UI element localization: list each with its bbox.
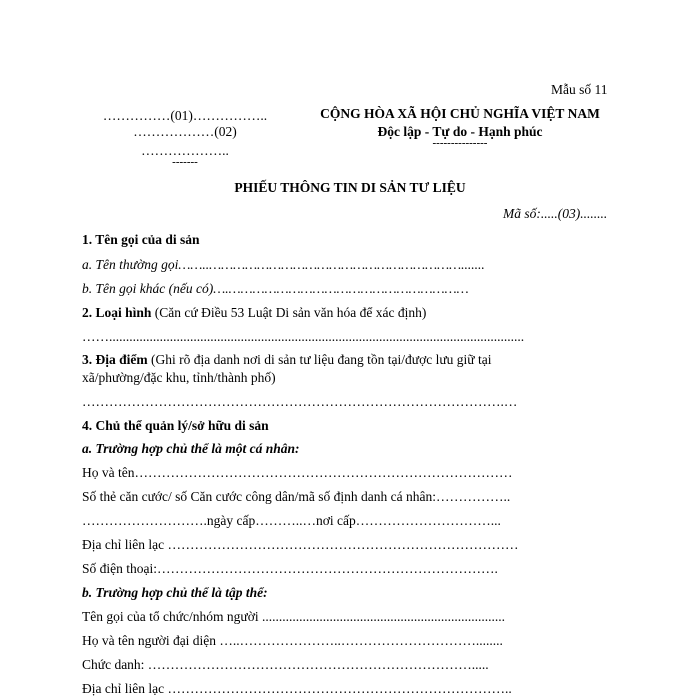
collective-address-field: Địa chỉ liên lạc ………………………………………………………………….. bbox=[82, 681, 512, 696]
other-name-field: b. Tên gọi khác (nếu có)….…………………………………………………… bbox=[82, 281, 469, 296]
national-title: CỘNG HÒA XÃ HỘI CHỦ NGHĨA VIỆT NAM bbox=[320, 106, 600, 121]
issue-date-place-field: ……………………….ngày cấp………..…nơi cấp…………………………... bbox=[82, 513, 501, 528]
common-name-field: a. Tên thường gọi……..………………………………………………………....... bbox=[82, 257, 485, 272]
representative-name-field: Họ và tên người đại diện …..…………………..…………………………........ bbox=[82, 633, 503, 648]
agency-rule: ------- bbox=[172, 156, 198, 168]
phone-field: Số điện thoại:…………………………………………………………………. bbox=[82, 561, 498, 576]
section-1-title: 1. Tên gọi của di sản bbox=[82, 232, 200, 247]
section-2-title: 2. Loại hình bbox=[82, 305, 152, 320]
section-3-title: 3. Địa điểm bbox=[82, 352, 148, 367]
collective-case-heading: b. Trường hợp chủ thể là tập thể: bbox=[82, 585, 268, 600]
type-field: ……........................................................................................................................... bbox=[82, 329, 525, 344]
individual-case-heading: a. Trường hợp chủ thể là một cá nhân: bbox=[82, 441, 300, 456]
location-field: ………………………………………………………………………………….… bbox=[82, 394, 518, 409]
agency-line-1: ……………(01)…………….. bbox=[102, 108, 268, 123]
position-field: Chức danh: ………………………………………………………………..... bbox=[82, 657, 489, 672]
document-code: Mã số:.....(03)........ bbox=[503, 206, 608, 221]
individual-address-field: Địa chỉ liên lạc …………………………………………………………………… bbox=[82, 537, 519, 552]
id-number-field: Số thẻ căn cước/ số Căn cước công dân/mã số định danh cá nhân:…………….. bbox=[82, 489, 511, 504]
full-name-field: Họ và tên………………………………………………………………………… bbox=[82, 465, 513, 480]
section-3-line bbox=[82, 352, 492, 368]
national-rule: --------------- bbox=[432, 137, 488, 149]
form-number: Mẫu số 11 bbox=[551, 82, 608, 97]
section-4-title: 4. Chủ thể quản lý/sở hữu di sản bbox=[82, 418, 269, 433]
section-2-note: (Căn cứ Điều 53 Luật Di sản văn hóa để xác định) bbox=[151, 305, 427, 320]
agency-line-2: ………………(02) bbox=[133, 124, 237, 139]
document-title: PHIẾU THÔNG TIN DI SẢN TƯ LIỆU bbox=[234, 180, 466, 195]
section-2-line bbox=[82, 305, 426, 321]
organization-name-field: Tên gọi của tổ chức/nhóm người ........................................................................ bbox=[82, 609, 505, 624]
agency-line-3: ……………….. bbox=[141, 143, 229, 158]
section-3-note-2: xã/phường/đặc khu, tỉnh/thành phố) bbox=[82, 370, 276, 385]
section-3-note: (Ghi rõ địa danh nơi di sản tư liệu đang tồn tại/được lưu giữ tại bbox=[147, 352, 492, 367]
national-motto: Độc lập - Tự do - Hạnh phúc bbox=[377, 124, 543, 139]
